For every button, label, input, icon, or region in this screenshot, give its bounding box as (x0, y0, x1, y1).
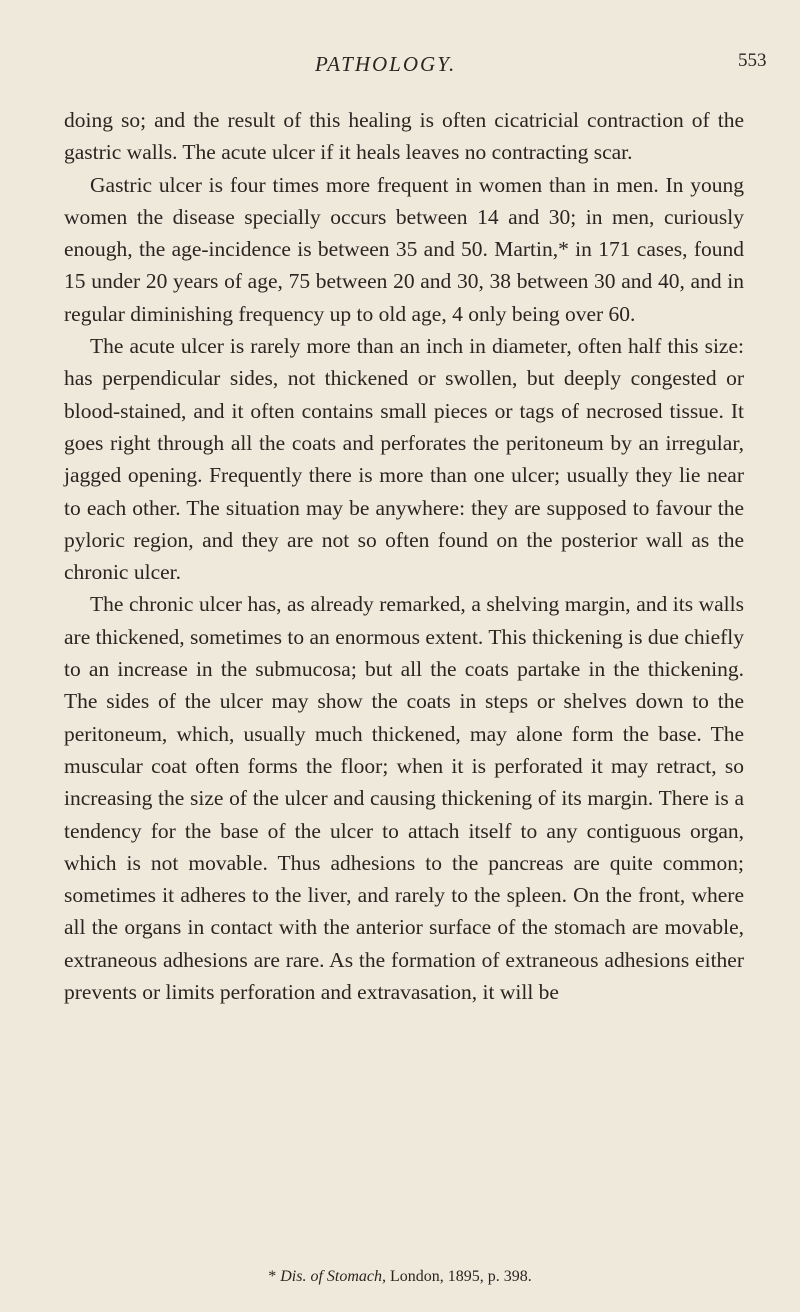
paragraph-continuation: doing so; and the result of this healing is often cicatricial contraction of the gastric walls. The acute ulcer if it heals leaves no contracting scar. (64, 108, 744, 165)
footnote-details: London, 1895, p. 398. (390, 1268, 532, 1285)
paragraph-chronic-ulcer: The chronic ulcer has, as already remarked, a shelving margin, and its walls are thickened, sometimes to an enormous extent. This thickening is due chiefly to an increase in the submucosa; but all the coats partake in the thickening. The sides of the ulcer may show the coats in steps or shelves down to the peritoneum, which, usually much thickened, may alone form the base. The muscular coat often forms the floor; when it is perforated it may retract, so increasing the size of the ulcer and causing thickening of its margin. There is a tendency for the base of the ulcer to attach itself to any contiguous organ, which is not movable. Thus adhesions to the pancreas are quite common; sometimes it adheres to the liver, and rarely to the spleen. On the front, where all the organs in contact with the anterior surface of the stomach are movable, extraneous adhesions are rare. As the formation of extraneous adhesions either prevents or limits perforation and extravasation, it will be (64, 592, 744, 1005)
body-text (64, 104, 744, 1008)
paragraph-incidence: Gastric ulcer is four times more frequent in women than in men. In young women the disease specially occurs between 14 and 30; in men, curiously enough, the age-incidence is between 35 and 50. Martin,* in 171 cases, found 15 under 20 years of age, 75 between 20 and 30, 38 between 30 and 40, and in regular diminishing frequency up to old age, 4 only being over 60. (64, 172, 744, 326)
running-title: PATHOLOGY. (315, 52, 457, 76)
footnote (0, 1268, 800, 1286)
footnote-mark: * (268, 1268, 277, 1285)
page-number: 553 (738, 50, 767, 71)
footnote-title: Dis. of Stomach, (280, 1268, 386, 1285)
paragraph-acute-ulcer: The acute ulcer is rarely more than an inch in diameter, often half this size: has perpendicular sides, not thickened or swollen, but deeply congested or blood-stained, and it often contains small pieces or tags of necrosed tissue. It goes right through all the coats and perforates the peritoneum by an irregular, jagged opening. Frequently there is more than one ulcer; usually they lie near to each other. The situation may be anywhere: they are supposed to favour the pyloric region, and they are not so often found on the posterior wall as the chronic ulcer. (64, 334, 744, 585)
running-head (0, 52, 800, 82)
